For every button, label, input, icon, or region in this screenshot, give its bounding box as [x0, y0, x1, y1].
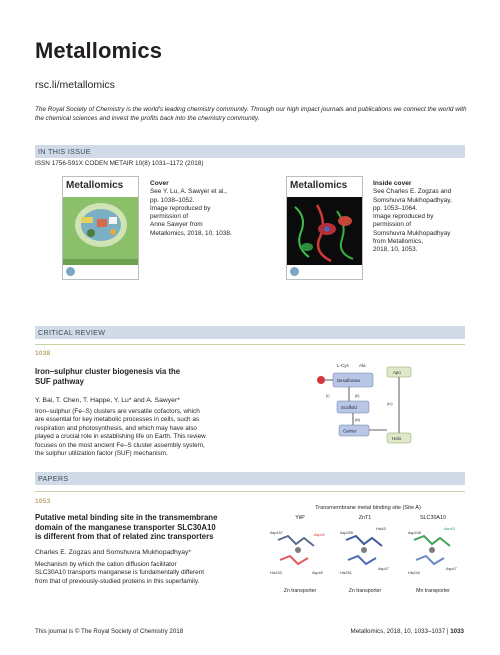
- suf-pathway-diagram: [315, 353, 465, 463]
- page-number: 1033: [450, 628, 464, 635]
- inside-cover-caption-line: pp. 1053–1064.: [373, 204, 418, 212]
- divider: [35, 491, 465, 492]
- apo-label: Apo: [393, 370, 401, 375]
- cover-header: [63, 177, 138, 197]
- review-abstract-line: played a crucial role in establishing life on Earth. This review: [35, 433, 206, 441]
- paper-title-line: is different from that of related zinc transporters: [35, 532, 214, 542]
- svg-text:Asp157: Asp157: [270, 531, 283, 535]
- metal-binding-site-figure: [268, 500, 468, 604]
- svg-text:(ii): (ii): [355, 393, 360, 398]
- cover-caption-line: Metallomics, 2018, 10, 1038.: [150, 229, 232, 237]
- cover-caption-line: See Y. Lu, A. Sawyer et al.,: [150, 188, 227, 196]
- svg-text:Asp49: Asp49: [314, 533, 325, 537]
- svg-text:ZnT1: ZnT1: [358, 515, 372, 521]
- inside-cover-journal-title: Metallomics: [290, 180, 348, 191]
- review-title[interactable]: [35, 367, 180, 386]
- cover-caption-line: Anne Sawyer from: [150, 221, 203, 229]
- rsc-logo-icon: [66, 267, 75, 276]
- figure-title: Transmembrane metal binding site (Site A): [315, 505, 421, 511]
- inside-cover-label: Inside cover: [373, 180, 412, 187]
- svg-text:(iv): (iv): [387, 401, 393, 406]
- cover-journal-title: Metallomics: [66, 180, 124, 191]
- svg-text:Asp248: Asp248: [408, 531, 421, 535]
- journal-title: Metallomics: [35, 38, 163, 63]
- cover-caption-line: permission of: [150, 213, 189, 221]
- copyright-footer: This journal is © The Royal Society of Chemistry 2018: [35, 628, 184, 635]
- review-abstract-line: focuses on the most ancient Fe–S cluster assembly system,: [35, 441, 205, 449]
- paper-abstract-line: from that of previously-studied proteins in this superfamily.: [35, 577, 200, 585]
- paper-abstract: [35, 561, 204, 586]
- inside-cover-caption-line: Somshuvra Mukhopadhyay: [373, 229, 451, 237]
- cover-caption-line: pp. 1038–1052.: [150, 196, 195, 204]
- review-title-line: SUF pathway: [35, 376, 84, 386]
- inside-cover-header: [287, 177, 362, 197]
- svg-text:Asp47: Asp47: [378, 567, 389, 571]
- svg-text:(iii): (iii): [355, 417, 361, 422]
- svg-text:His251: His251: [340, 571, 352, 575]
- cys-label: L-Cys: [337, 363, 349, 368]
- paper-abstract-line: Mechanism by which the cation diffusion facilitator: [35, 561, 177, 568]
- carrier-label: Carrier: [343, 428, 357, 434]
- review-abstract-line: are essential for key metabolic processes in cells, such as: [35, 416, 200, 424]
- review-authors: Y. Bai, T. Chen, T. Happe, Y. Lu* and A. Sawyer*: [35, 397, 180, 404]
- panel-slc30a10: [408, 515, 457, 594]
- svg-text:Asn43: Asn43: [444, 527, 455, 531]
- panel-znt1: [340, 515, 389, 594]
- papers-heading: PAPERS: [35, 472, 465, 485]
- inside-cover-caption-line: permission of: [373, 221, 412, 229]
- svg-text:His153: His153: [270, 571, 282, 575]
- review-abstract: [35, 408, 206, 458]
- cover-caption: [150, 180, 232, 238]
- inside-cover-footer: [287, 265, 362, 279]
- citation-footer: [351, 628, 464, 635]
- paper-title[interactable]: [35, 513, 217, 542]
- rsc-blurb: The Royal Society of Chemistry is the world's leading chemistry community. Through our high impact journals and publications we connect the world with the chemical sciences and invest the profits back into the chemistry community.: [35, 106, 467, 122]
- review-abstract-line: the sulphur utilization factor (SUF) mechanism.: [35, 450, 168, 458]
- divider: [35, 344, 465, 345]
- svg-text:YiiP: YiiP: [295, 515, 305, 521]
- review-abstract-line: respiration and photosynthesis, and which may have also: [35, 424, 197, 432]
- cover-footer: [63, 265, 138, 279]
- rsc-logo-icon: [290, 267, 299, 276]
- svg-text:Asp255: Asp255: [340, 531, 353, 535]
- inside-cover-caption-line: Somshuvra Mukhopadhyay,: [373, 196, 452, 204]
- svg-text:SLC30A10: SLC30A10: [419, 515, 447, 521]
- holo-label: Holo: [392, 436, 402, 441]
- inside-cover-caption-line: Image reproduced by: [373, 213, 434, 221]
- paper-page-number[interactable]: 1053: [35, 498, 51, 505]
- inside-cover-caption-line: from Metallomics,: [373, 238, 424, 246]
- cover-label: Cover: [150, 180, 169, 187]
- review-abstract-line: Iron–sulphur (Fe–S) clusters are versatile cofactors, which: [35, 408, 200, 415]
- critical-review-heading: CRITICAL REVIEW: [35, 326, 465, 339]
- scaffold-label: Scaffold: [341, 405, 357, 410]
- inside-cover-caption-line: 2018, 10, 1053.: [373, 246, 418, 254]
- paper-title-line: Putative metal binding site in the transmembrane: [35, 513, 218, 522]
- in-this-issue-heading: IN THIS ISSUE: [35, 145, 465, 158]
- desulfurase-label: Desulfurase: [337, 378, 361, 383]
- cover-caption-line: Image reproduced by: [150, 204, 211, 212]
- svg-text:His244: His244: [408, 571, 420, 575]
- ala-label: Ala: [359, 363, 366, 368]
- footer-citation: Metallomics, 2018, 10, 1033–1037: [350, 628, 446, 635]
- svg-text:Zn transporter: Zn transporter: [283, 588, 317, 594]
- svg-text:Asp45: Asp45: [312, 571, 323, 575]
- paper-abstract-line: SLC30A10 transports manganese is fundamentally different: [35, 569, 204, 577]
- svg-text:Zn transporter: Zn transporter: [348, 588, 382, 594]
- panel-yiip: [270, 515, 325, 594]
- footer-separator: |: [446, 628, 449, 635]
- cover-image: [62, 176, 139, 280]
- svg-text:Asp47: Asp47: [446, 567, 457, 571]
- review-page-number[interactable]: 1038: [35, 350, 51, 357]
- review-title-line: Iron–sulphur cluster biogenesis via the: [35, 367, 181, 376]
- fe-s-cluster-icon: [317, 376, 325, 384]
- svg-text:(i): (i): [326, 393, 330, 398]
- paper-title-line: domain of the manganese transporter SLC30A10: [35, 522, 216, 532]
- inside-cover-caption-line: See Charles E. Zogzas and: [373, 188, 452, 196]
- svg-text:Mn transporter: Mn transporter: [416, 588, 450, 594]
- inside-cover-image: [286, 176, 363, 280]
- paper-authors: Charles E. Zogzas and Somshuvra Mukhopadhyay*: [35, 549, 192, 556]
- journal-url[interactable]: rsc.li/metallomics: [35, 79, 115, 91]
- svg-text:His43: His43: [376, 527, 386, 531]
- issn-line: ISSN 1756-591X CODEN METAIR 10(8) 1031–1172 (2018): [35, 160, 204, 167]
- inside-cover-caption: [373, 180, 452, 255]
